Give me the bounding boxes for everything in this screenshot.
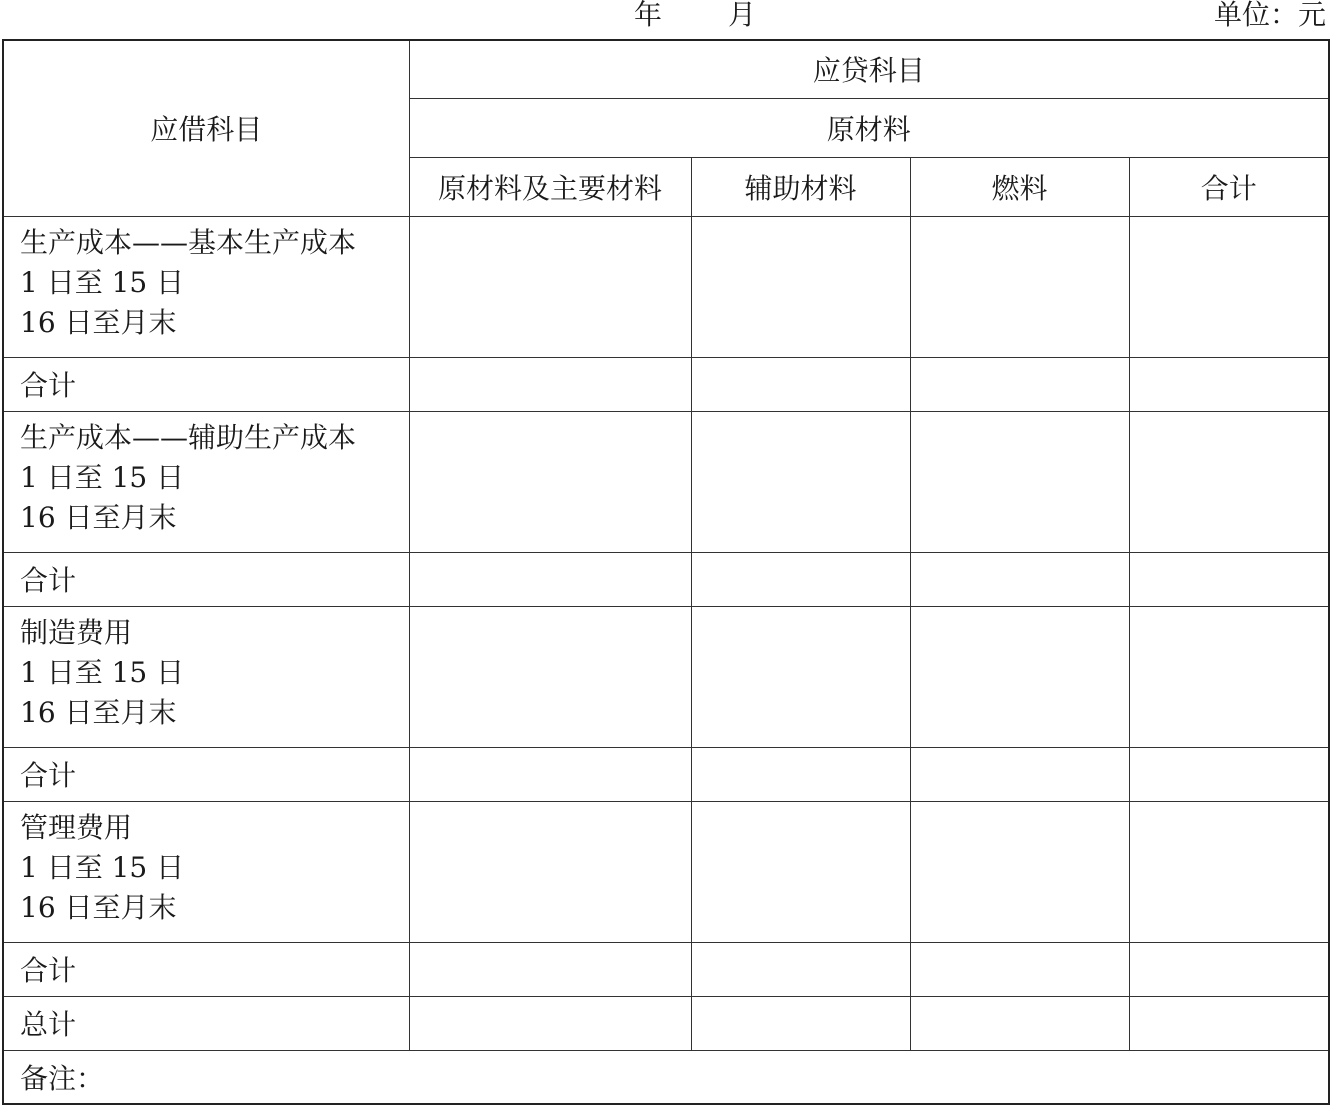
month-label: 月 [728, 0, 757, 31]
debit-account-header: 应借科目 [3, 40, 409, 216]
debit-account-cell [3, 411, 409, 552]
table-row [3, 606, 1329, 747]
subtotal-label: 合计 [3, 942, 409, 996]
amount-cell[interactable] [409, 552, 691, 606]
amount-cell[interactable] [1129, 357, 1329, 411]
period-first-half: 1 日至 15 日 [20, 265, 185, 299]
subtotal-row [3, 942, 1329, 996]
account-title: 生产成本——辅助生产成本 [20, 420, 357, 454]
subtotal-row [3, 747, 1329, 801]
credit-account-header: 应贷科目 [409, 40, 1329, 98]
period-second-half: 16 日至月末 [20, 500, 177, 534]
column-header-total: 合计 [1129, 157, 1329, 216]
amount-cell[interactable] [409, 411, 691, 552]
period-first-half: 1 日至 15 日 [20, 655, 185, 689]
subtotal-row [3, 552, 1329, 606]
amount-cell[interactable] [910, 411, 1129, 552]
amount-cell[interactable] [910, 606, 1129, 747]
report-period-header [0, 0, 1330, 36]
amount-cell[interactable] [1129, 996, 1329, 1050]
note-label: 备注： [3, 1050, 1329, 1104]
period-first-half: 1 日至 15 日 [20, 850, 185, 884]
grand-total-label: 总计 [3, 996, 409, 1050]
amount-cell[interactable] [1129, 411, 1329, 552]
amount-cell[interactable] [691, 747, 910, 801]
amount-cell[interactable] [409, 747, 691, 801]
amount-cell[interactable] [409, 606, 691, 747]
material-header: 原材料 [409, 98, 1329, 157]
amount-cell[interactable] [910, 552, 1129, 606]
amount-cell[interactable] [910, 216, 1129, 357]
amount-cell[interactable] [910, 357, 1129, 411]
header-row-credit [3, 40, 1329, 98]
amount-cell[interactable] [409, 357, 691, 411]
amount-cell[interactable] [691, 216, 910, 357]
amount-cell[interactable] [691, 357, 910, 411]
amount-cell[interactable] [409, 216, 691, 357]
amount-cell[interactable] [1129, 606, 1329, 747]
account-title: 制造费用 [20, 615, 133, 649]
subtotal-row [3, 357, 1329, 411]
column-header-fuel: 燃料 [910, 157, 1129, 216]
grand-total-row [3, 996, 1329, 1050]
subtotal-label: 合计 [3, 357, 409, 411]
table-row [3, 411, 1329, 552]
amount-cell[interactable] [691, 996, 910, 1050]
amount-cell[interactable] [691, 411, 910, 552]
debit-account-cell [3, 606, 409, 747]
amount-cell[interactable] [409, 942, 691, 996]
amount-cell[interactable] [910, 801, 1129, 942]
amount-cell[interactable] [1129, 747, 1329, 801]
debit-account-cell [3, 216, 409, 357]
unit-label: 单位：元 [1213, 0, 1326, 31]
amount-cell[interactable] [910, 942, 1129, 996]
subtotal-label: 合计 [3, 552, 409, 606]
note-row [3, 1050, 1329, 1104]
debit-account-cell [3, 801, 409, 942]
amount-cell[interactable] [409, 801, 691, 942]
amount-cell[interactable] [1129, 801, 1329, 942]
amount-cell[interactable] [691, 801, 910, 942]
amount-cell[interactable] [691, 552, 910, 606]
year-label: 年 [634, 0, 663, 31]
subtotal-label: 合计 [3, 747, 409, 801]
column-header-main-materials: 原材料及主要材料 [409, 157, 691, 216]
amount-cell[interactable] [409, 996, 691, 1050]
table-row [3, 216, 1329, 357]
account-title: 生产成本——基本生产成本 [20, 225, 357, 259]
amount-cell[interactable] [910, 747, 1129, 801]
period-second-half: 16 日至月末 [20, 305, 177, 339]
amount-cell[interactable] [691, 942, 910, 996]
amount-cell[interactable] [1129, 942, 1329, 996]
amount-cell[interactable] [1129, 552, 1329, 606]
amount-cell[interactable] [1129, 216, 1329, 357]
period-second-half: 16 日至月末 [20, 890, 177, 924]
period-first-half: 1 日至 15 日 [20, 460, 185, 494]
amount-cell[interactable] [910, 996, 1129, 1050]
amount-cell[interactable] [691, 606, 910, 747]
period-second-half: 16 日至月末 [20, 695, 177, 729]
material-allocation-table [2, 39, 1330, 1105]
column-header-auxiliary-materials: 辅助材料 [691, 157, 910, 216]
table-row [3, 801, 1329, 942]
account-title: 管理费用 [20, 810, 133, 844]
